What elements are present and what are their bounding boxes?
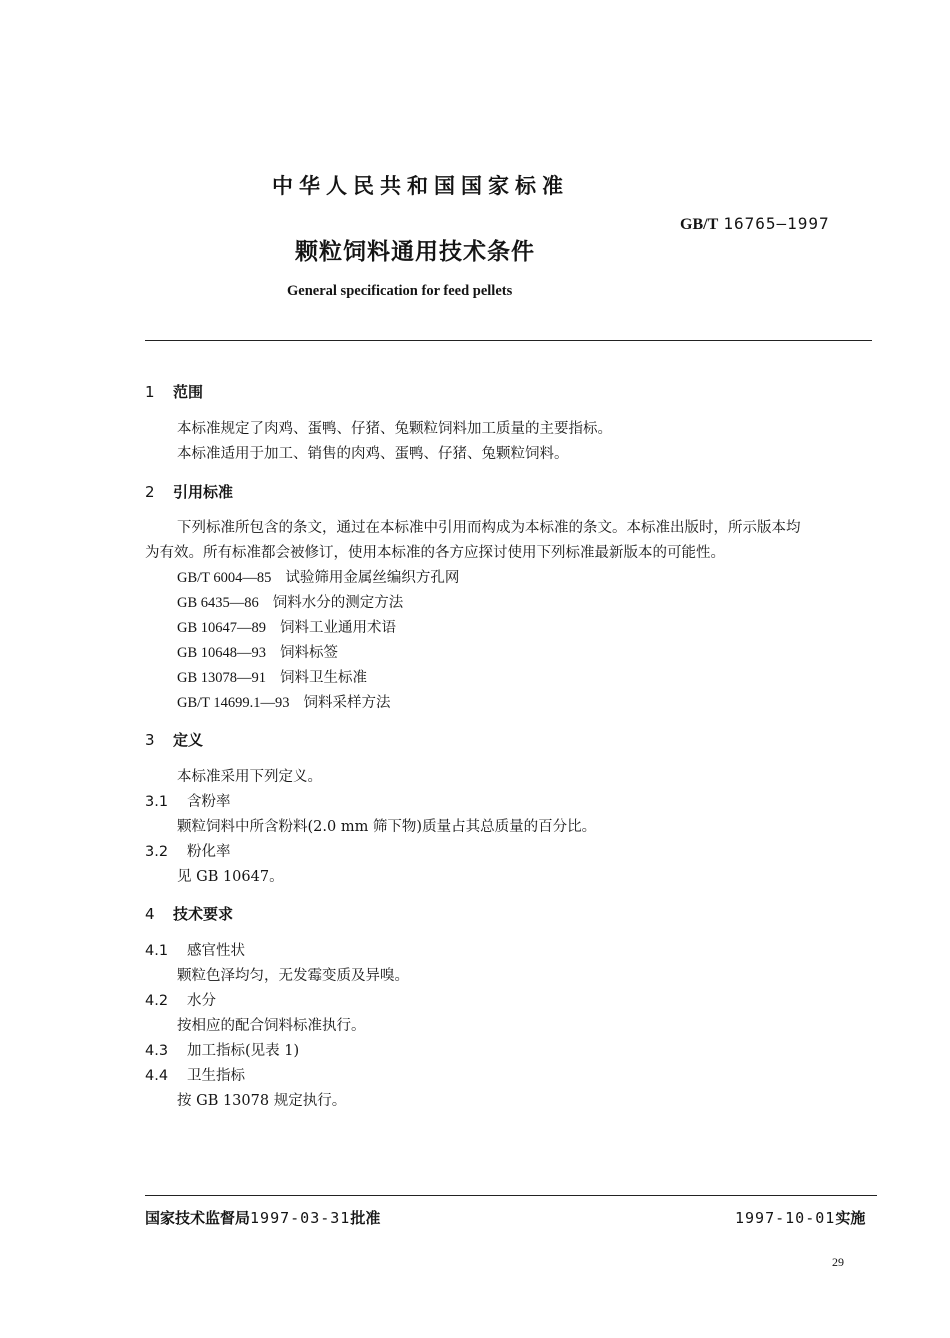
approval-line <box>145 1207 380 1228</box>
reference-code: GB 10647—89 <box>177 620 267 636</box>
section-2-intro-line-2: 为有效。所有标准都会被修订，使用本标准的各方应探讨使用下列标准最新版本的可能性。 <box>145 545 725 561</box>
document-title-en: General specification for feed pellets <box>287 283 513 299</box>
reference-item <box>177 666 367 687</box>
subclause-number: 4.4 <box>145 1068 169 1084</box>
subclause-4-1 <box>145 939 245 960</box>
subclause-4-4 <box>145 1064 245 1085</box>
section-1-paragraph: 本标准适用于加工、销售的肉鸡、蛋鸭、仔猪、兔颗粒饲料。 <box>177 446 569 462</box>
subclause-3-1-text: 颗粒饲料中所含粉料(2.0 mm 筛下物)质量占其总质量的百分比。 <box>177 819 597 835</box>
section-number: 3 <box>145 731 155 749</box>
reference-code: GB/T 6004—85 <box>177 570 272 586</box>
section-title: 定义 <box>173 731 204 749</box>
reference-item <box>177 691 391 712</box>
reference-title: 试验筛用金属丝编织方孔网 <box>285 570 460 586</box>
reference-code: GB 10648—93 <box>177 645 267 661</box>
subclause-term: 粉化率 <box>187 844 231 860</box>
reference-title: 饲料工业通用术语 <box>280 620 397 636</box>
implementation-line <box>735 1207 865 1228</box>
subclause-4-1-text: 颗粒色泽均匀，无发霉变质及异嗅。 <box>177 968 409 984</box>
approval-org: 国家技术监督局 <box>145 1209 251 1227</box>
reference-code: GB/T 14699.1—93 <box>177 695 290 711</box>
subclause-3-2-text: 见 GB 10647。 <box>177 869 284 885</box>
subclause-3-2 <box>145 840 231 861</box>
subclause-number: 4.3 <box>145 1043 169 1059</box>
section-number: 2 <box>145 483 155 501</box>
subclause-term: 加工指标(见表 1) <box>187 1043 300 1059</box>
standard-prefix: GB/T <box>680 216 719 233</box>
subclause-number: 3.2 <box>145 844 169 860</box>
section-1-paragraph: 本标准规定了肉鸡、蛋鸭、仔猪、兔颗粒饲料加工质量的主要指标。 <box>177 421 612 437</box>
reference-item <box>177 591 403 612</box>
subclause-number: 4.1 <box>145 943 169 959</box>
section-number: 1 <box>145 383 155 401</box>
country-standard-heading: 中华人民共和国国家标准 <box>272 174 569 198</box>
reference-title: 饲料采样方法 <box>303 695 391 711</box>
page-number: 29 <box>832 1255 844 1269</box>
reference-title: 饲料标签 <box>280 645 339 661</box>
section-1-heading <box>145 381 203 402</box>
subclause-term: 感官性状 <box>187 943 245 959</box>
header-divider <box>145 340 872 341</box>
section-2-intro-line-1: 下列标准所包含的条文，通过在本标准中引用而构成为本标准的条文。本标准出版时，所示版本均 <box>177 520 801 536</box>
reference-title: 饲料卫生标准 <box>280 670 368 686</box>
reference-item <box>177 566 459 587</box>
subclause-number: 3.1 <box>145 794 169 810</box>
standard-number <box>680 214 830 234</box>
section-4-heading <box>145 903 233 924</box>
footer-divider <box>145 1195 877 1196</box>
reference-code: GB 6435—86 <box>177 595 259 611</box>
subclause-number: 4.2 <box>145 993 169 1009</box>
standard-number-value: 16765—1997 <box>723 214 830 233</box>
reference-item <box>177 641 338 662</box>
approval-suffix: 批准 <box>350 1209 381 1227</box>
subclause-3-1 <box>145 790 231 811</box>
subclause-term: 卫生指标 <box>187 1068 245 1084</box>
implementation-suffix: 实施 <box>835 1209 866 1227</box>
section-title: 技术要求 <box>173 905 234 923</box>
subclause-4-2 <box>145 989 216 1010</box>
subclause-term: 水分 <box>187 993 216 1009</box>
implementation-date: 1997-10-01 <box>735 1209 836 1227</box>
reference-code: GB 13078—91 <box>177 670 267 686</box>
subclause-term: 含粉率 <box>187 794 231 810</box>
reference-title: 饲料水分的测定方法 <box>272 595 404 611</box>
document-title-cn: 颗粒饲料通用技术条件 <box>295 239 535 265</box>
section-2-heading <box>145 481 233 502</box>
reference-item <box>177 616 396 637</box>
approval-date: 1997-03-31 <box>250 1209 351 1227</box>
section-3-intro: 本标准采用下列定义。 <box>177 769 322 785</box>
subclause-4-4-text: 按 GB 13078 规定执行。 <box>177 1093 347 1109</box>
section-number: 4 <box>145 905 155 923</box>
section-title: 引用标准 <box>173 483 234 501</box>
subclause-4-3 <box>145 1039 299 1060</box>
section-title: 范围 <box>173 383 204 401</box>
subclause-4-2-text: 按相应的配合饲料标准执行。 <box>177 1018 366 1034</box>
section-3-heading <box>145 729 203 750</box>
